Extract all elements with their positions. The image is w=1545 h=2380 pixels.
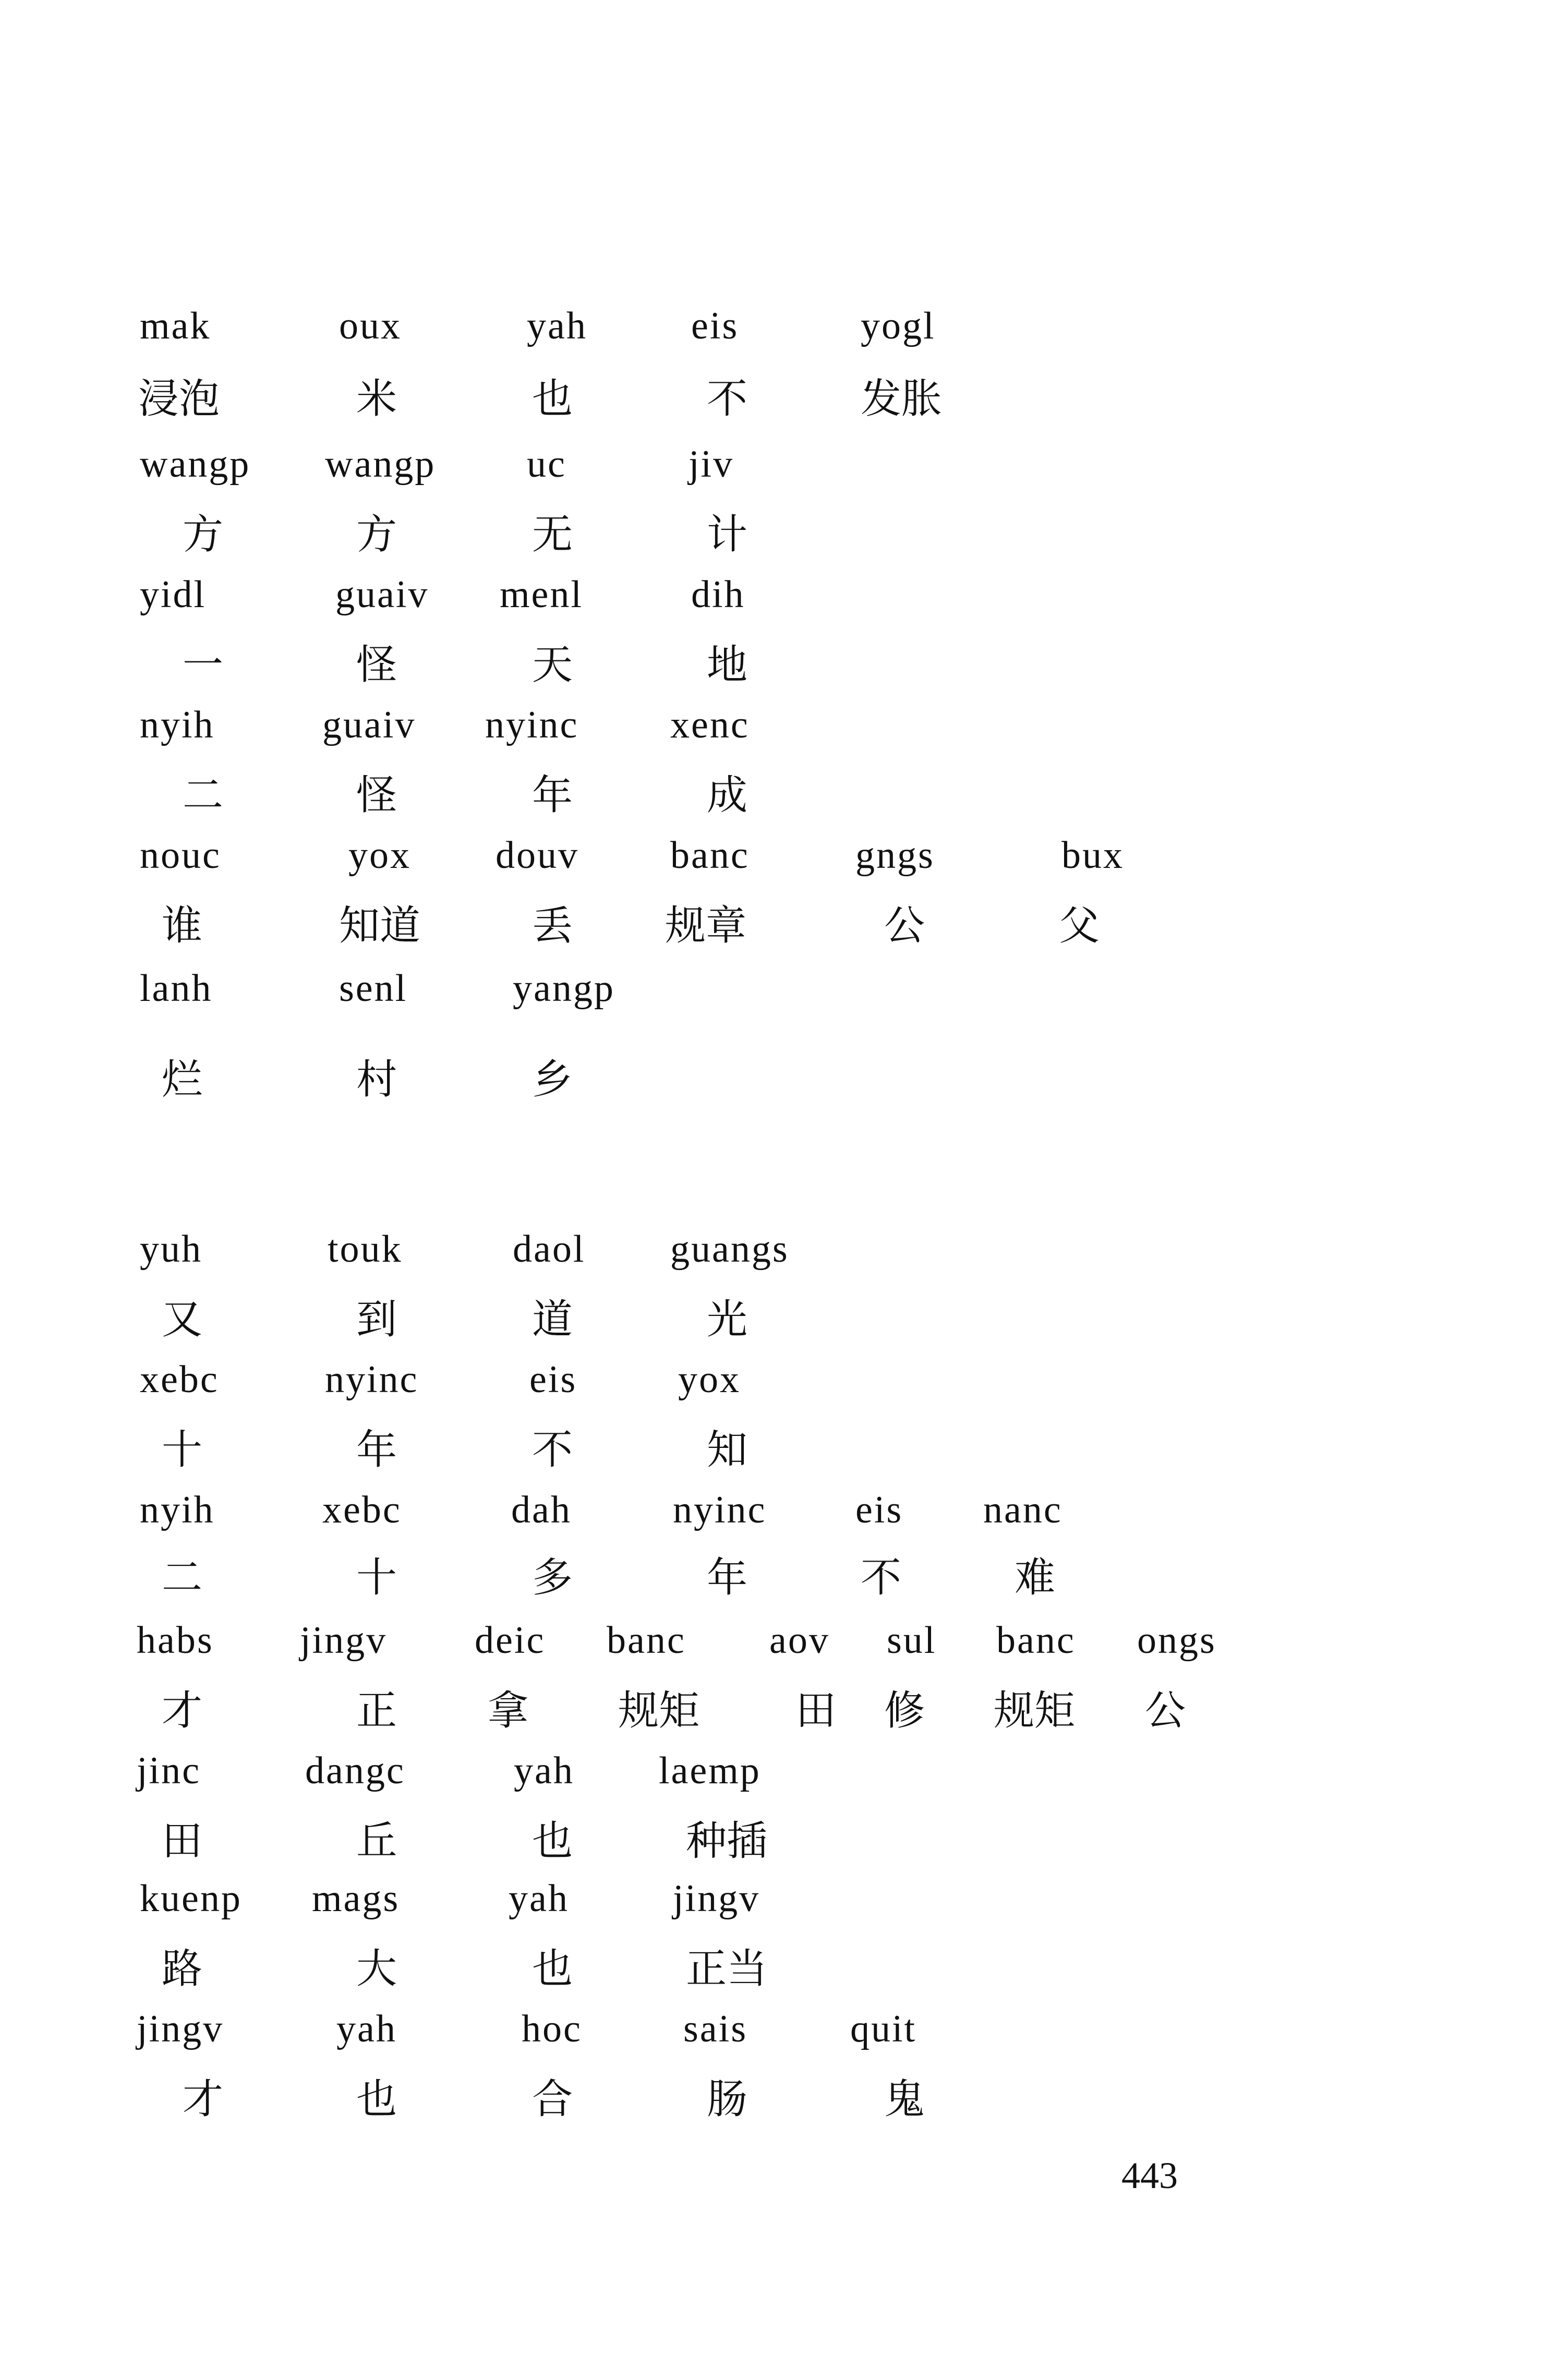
dong-word: menl bbox=[500, 573, 583, 616]
dong-word: nyinc bbox=[325, 1358, 419, 1401]
dong-word: nyih bbox=[140, 704, 215, 746]
dong-word: touk bbox=[328, 1228, 403, 1271]
dong-word: deic bbox=[475, 1619, 546, 1662]
chinese-gloss: 公 bbox=[884, 902, 925, 949]
chinese-gloss: 天 bbox=[532, 642, 573, 688]
dong-line bbox=[0, 300, 1545, 363]
dong-word: yangp bbox=[513, 967, 615, 1010]
chinese-gloss: 年 bbox=[707, 1554, 748, 1601]
chinese-gloss: 村 bbox=[356, 1056, 397, 1103]
dong-word: gngs bbox=[855, 834, 935, 877]
dong-word: jinc bbox=[137, 1749, 201, 1792]
dong-line bbox=[0, 1614, 1545, 1677]
chinese-gloss: 知 bbox=[707, 1427, 748, 1473]
chinese-gloss: 方 bbox=[356, 511, 397, 558]
chinese-gloss: 也 bbox=[532, 376, 573, 422]
dong-line bbox=[0, 829, 1545, 892]
gloss-line bbox=[0, 1294, 1545, 1356]
dong-word: jingv bbox=[137, 2008, 224, 2050]
chinese-gloss: 十 bbox=[356, 1554, 397, 1601]
dong-word: yox bbox=[678, 1358, 741, 1401]
dong-line bbox=[0, 1354, 1545, 1416]
gloss-line bbox=[0, 1685, 1545, 1747]
chinese-gloss: 怪 bbox=[356, 642, 397, 688]
gloss-line bbox=[0, 509, 1545, 571]
chinese-gloss: 二 bbox=[162, 1554, 203, 1601]
dong-word: daol bbox=[513, 1228, 586, 1271]
dong-word: sul bbox=[887, 1619, 937, 1662]
gloss-line bbox=[0, 900, 1545, 962]
dong-word: guaiv bbox=[335, 573, 429, 616]
dong-word: yah bbox=[527, 305, 587, 347]
dong-word: guangs bbox=[670, 1228, 789, 1271]
dong-word: douv bbox=[496, 834, 579, 877]
gloss-line bbox=[0, 1552, 1545, 1614]
chinese-gloss: 规矩 bbox=[994, 1687, 1076, 1734]
chinese-gloss: 也 bbox=[532, 1818, 573, 1865]
dong-word: yah bbox=[336, 2008, 397, 2050]
dong-word: nyinc bbox=[673, 1489, 767, 1531]
chinese-gloss: 年 bbox=[356, 1427, 397, 1473]
chinese-gloss: 方 bbox=[183, 511, 224, 558]
chinese-gloss: 谁 bbox=[162, 902, 203, 949]
dong-word: habs bbox=[137, 1619, 214, 1662]
gloss-line bbox=[0, 769, 1545, 832]
chinese-gloss: 田 bbox=[795, 1687, 837, 1734]
chinese-gloss: 难 bbox=[1015, 1554, 1056, 1601]
chinese-gloss: 烂 bbox=[162, 1056, 203, 1103]
dong-word: dah bbox=[511, 1489, 572, 1531]
chinese-gloss: 一 bbox=[183, 642, 224, 688]
chinese-gloss: 二 bbox=[183, 772, 224, 819]
gloss-line bbox=[0, 373, 1545, 436]
chinese-gloss: 无 bbox=[532, 511, 573, 558]
chinese-gloss: 发胀 bbox=[861, 376, 943, 422]
chinese-gloss: 公 bbox=[1145, 1687, 1186, 1734]
chinese-gloss: 大 bbox=[356, 1946, 397, 1992]
chinese-gloss: 地 bbox=[707, 642, 748, 688]
dong-word: eis bbox=[529, 1358, 577, 1401]
dong-word: banc bbox=[670, 834, 750, 877]
gloss-line bbox=[0, 1054, 1545, 1116]
chinese-gloss: 鬼 bbox=[884, 2076, 925, 2123]
chinese-gloss: 才 bbox=[162, 1687, 203, 1734]
dong-word: oux bbox=[339, 305, 402, 347]
chinese-gloss: 成 bbox=[707, 772, 748, 819]
dong-word: banc bbox=[607, 1619, 686, 1662]
chinese-gloss: 种插 bbox=[686, 1818, 768, 1865]
dong-word: lanh bbox=[140, 967, 213, 1010]
chinese-gloss: 光 bbox=[707, 1296, 748, 1343]
dong-word: nyih bbox=[140, 1489, 215, 1531]
dong-word: banc bbox=[996, 1619, 1076, 1662]
chinese-gloss: 多 bbox=[532, 1554, 573, 1601]
dong-line bbox=[0, 1872, 1545, 1935]
chinese-gloss: 父 bbox=[1059, 902, 1100, 949]
dong-line bbox=[0, 1745, 1545, 1807]
dong-word: sais bbox=[683, 2008, 747, 2050]
dong-word: xenc bbox=[670, 704, 750, 746]
chinese-gloss: 怪 bbox=[356, 772, 397, 819]
gloss-line bbox=[0, 2073, 1545, 2136]
chinese-gloss: 也 bbox=[532, 1946, 573, 1992]
chinese-gloss: 丘 bbox=[356, 1818, 397, 1865]
dong-word: jingv bbox=[300, 1619, 388, 1662]
chinese-gloss: 拿 bbox=[488, 1687, 529, 1734]
dong-line bbox=[0, 1484, 1545, 1547]
dong-word: wangp bbox=[140, 443, 251, 486]
dong-word: uc bbox=[527, 443, 566, 486]
dong-word: ongs bbox=[1137, 1619, 1216, 1662]
dong-word: kuenp bbox=[140, 1877, 242, 1920]
dong-word: jiv bbox=[689, 443, 734, 486]
dong-word: jingv bbox=[673, 1877, 761, 1920]
dong-word: eis bbox=[855, 1489, 903, 1531]
dong-word: dih bbox=[691, 573, 745, 616]
dong-word: bux bbox=[1061, 834, 1124, 877]
dong-word: yidl bbox=[140, 573, 207, 616]
chinese-gloss: 又 bbox=[162, 1296, 203, 1343]
dong-word: yuh bbox=[140, 1228, 202, 1271]
dong-word: senl bbox=[339, 967, 408, 1010]
chinese-gloss: 计 bbox=[707, 511, 748, 558]
chinese-gloss: 规矩 bbox=[618, 1687, 700, 1734]
dong-word: eis bbox=[691, 305, 739, 347]
dong-word: guaiv bbox=[322, 704, 416, 746]
dong-word: nanc bbox=[983, 1489, 1063, 1531]
gloss-line bbox=[0, 639, 1545, 702]
chinese-gloss: 乡 bbox=[532, 1056, 573, 1103]
chinese-gloss: 也 bbox=[356, 2076, 397, 2123]
chinese-gloss: 不 bbox=[532, 1427, 573, 1473]
chinese-gloss: 知道 bbox=[339, 902, 421, 949]
dong-word: mags bbox=[312, 1877, 400, 1920]
dong-line bbox=[0, 1223, 1545, 1286]
dong-line bbox=[0, 699, 1545, 762]
chinese-gloss: 道 bbox=[532, 1296, 573, 1343]
chinese-gloss: 不 bbox=[707, 376, 748, 422]
dong-line bbox=[0, 962, 1545, 1025]
chinese-gloss: 才 bbox=[183, 2076, 224, 2123]
dong-word: xebc bbox=[140, 1358, 219, 1401]
chinese-gloss: 肠 bbox=[707, 2076, 748, 2123]
dong-word: quit bbox=[850, 2008, 917, 2050]
dong-line bbox=[0, 569, 1545, 631]
chinese-gloss: 合 bbox=[532, 2076, 573, 2123]
dong-word: nyinc bbox=[485, 704, 579, 746]
dong-word: aov bbox=[769, 1619, 830, 1662]
dong-word: hoc bbox=[522, 2008, 582, 2050]
chinese-gloss: 不 bbox=[861, 1554, 902, 1601]
chinese-gloss: 田 bbox=[162, 1818, 203, 1865]
dong-word: mak bbox=[140, 305, 211, 347]
chinese-gloss: 丢 bbox=[532, 902, 573, 949]
chinese-gloss: 路 bbox=[162, 1946, 203, 1992]
chinese-gloss: 修 bbox=[884, 1687, 925, 1734]
dong-word: nouc bbox=[140, 834, 221, 877]
chinese-gloss: 规章 bbox=[665, 902, 747, 949]
dong-word: yogl bbox=[861, 305, 936, 347]
dong-word: yah bbox=[514, 1749, 574, 1792]
dong-word: yah bbox=[509, 1877, 569, 1920]
gloss-line bbox=[0, 1943, 1545, 2006]
chinese-gloss: 米 bbox=[356, 376, 397, 422]
chinese-gloss: 浸泡 bbox=[138, 376, 220, 422]
chinese-gloss: 正 bbox=[356, 1687, 397, 1734]
chinese-gloss: 正当 bbox=[686, 1946, 768, 1992]
dong-line bbox=[0, 438, 1545, 501]
dong-word: wangp bbox=[325, 443, 436, 486]
chinese-gloss: 十 bbox=[162, 1427, 203, 1473]
gloss-line bbox=[0, 1424, 1545, 1487]
gloss-line bbox=[0, 1815, 1545, 1878]
chinese-gloss: 年 bbox=[532, 772, 573, 819]
dong-word: xebc bbox=[322, 1489, 402, 1531]
chinese-gloss: 到 bbox=[356, 1296, 397, 1343]
page-number: 443 bbox=[1121, 2155, 1178, 2196]
dong-word: yox bbox=[348, 834, 411, 877]
dong-word: laemp bbox=[659, 1749, 761, 1792]
dong-word: dangc bbox=[305, 1749, 405, 1792]
dong-line bbox=[0, 2003, 1545, 2065]
